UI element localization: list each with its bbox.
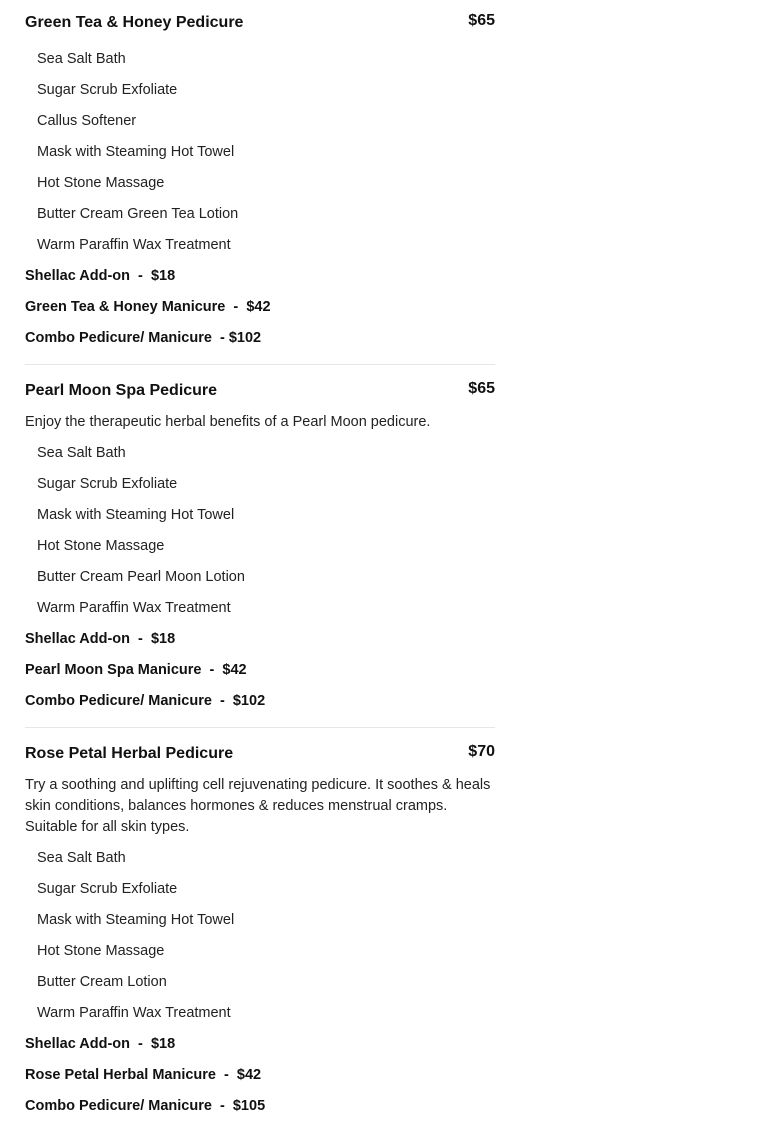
section-header [25, 738, 495, 769]
list-item: Hot Stone Massage [37, 943, 165, 959]
section-header [25, 375, 495, 406]
addon-price: Rose Petal Herbal Manicure - $42 [25, 1067, 262, 1083]
addon-price: Shellac Add-on - $18 [25, 631, 176, 647]
list-item: Callus Softener [37, 113, 137, 129]
service-price: $65 [468, 380, 495, 397]
section-rose-petal-herbal-pedicure [25, 738, 495, 1122]
section-header [25, 7, 495, 38]
addon-price: Combo Pedicure/ Manicure - $102 [25, 693, 266, 709]
list-item: Warm Paraffin Wax Treatment [37, 237, 231, 253]
list-item: Mask with Steaming Hot Towel [37, 912, 235, 928]
addon-price: Shellac Add-on - $18 [25, 268, 176, 284]
addon-price: Pearl Moon Spa Manicure - $42 [25, 662, 247, 678]
list-item: Mask with Steaming Hot Towel [37, 507, 235, 523]
list-item: Warm Paraffin Wax Treatment [37, 1005, 231, 1021]
list-item: Sugar Scrub Exfoliate [37, 476, 178, 492]
list-item: Sea Salt Bath [37, 850, 126, 866]
divider [25, 727, 495, 728]
service-price: $65 [468, 12, 495, 29]
section-pearl-moon-spa-pedicure [25, 375, 495, 717]
list-item: Sugar Scrub Exfoliate [37, 82, 178, 98]
addon-price: Combo Pedicure/ Manicure - $105 [25, 1098, 266, 1114]
addon-price: Combo Pedicure/ Manicure - $102 [25, 330, 262, 346]
list-item: Butter Cream Pearl Moon Lotion [37, 569, 245, 585]
service-title: Pearl Moon Spa Pedicure [25, 382, 218, 399]
divider [25, 364, 495, 365]
service-description: Try a soothing and uplifting cell rejuvenating pedicure. It soothes & heals skin conditions, balances hormones & reduces menstrual cramps. Suitable for all skin types. [25, 777, 491, 835]
service-description: Enjoy the therapeutic herbal benefits of a Pearl Moon pedicure. [25, 414, 431, 430]
service-title: Green Tea & Honey Pedicure [25, 14, 244, 31]
service-menu [25, 7, 495, 1122]
list-item: Sea Salt Bath [37, 445, 126, 461]
list-item: Butter Cream Green Tea Lotion [37, 206, 239, 222]
list-item: Sea Salt Bath [37, 51, 126, 67]
list-item: Sugar Scrub Exfoliate [37, 881, 178, 897]
list-item: Mask with Steaming Hot Towel [37, 144, 235, 160]
section-green-tea-honey-pedicure [25, 7, 495, 354]
addon-price: Green Tea & Honey Manicure - $42 [25, 299, 271, 315]
service-price: $70 [468, 743, 495, 760]
list-item: Warm Paraffin Wax Treatment [37, 600, 231, 616]
list-item: Butter Cream Lotion [37, 974, 167, 990]
list-item: Hot Stone Massage [37, 175, 165, 191]
list-item: Hot Stone Massage [37, 538, 165, 554]
service-title: Rose Petal Herbal Pedicure [25, 745, 234, 762]
addon-price: Shellac Add-on - $18 [25, 1036, 176, 1052]
